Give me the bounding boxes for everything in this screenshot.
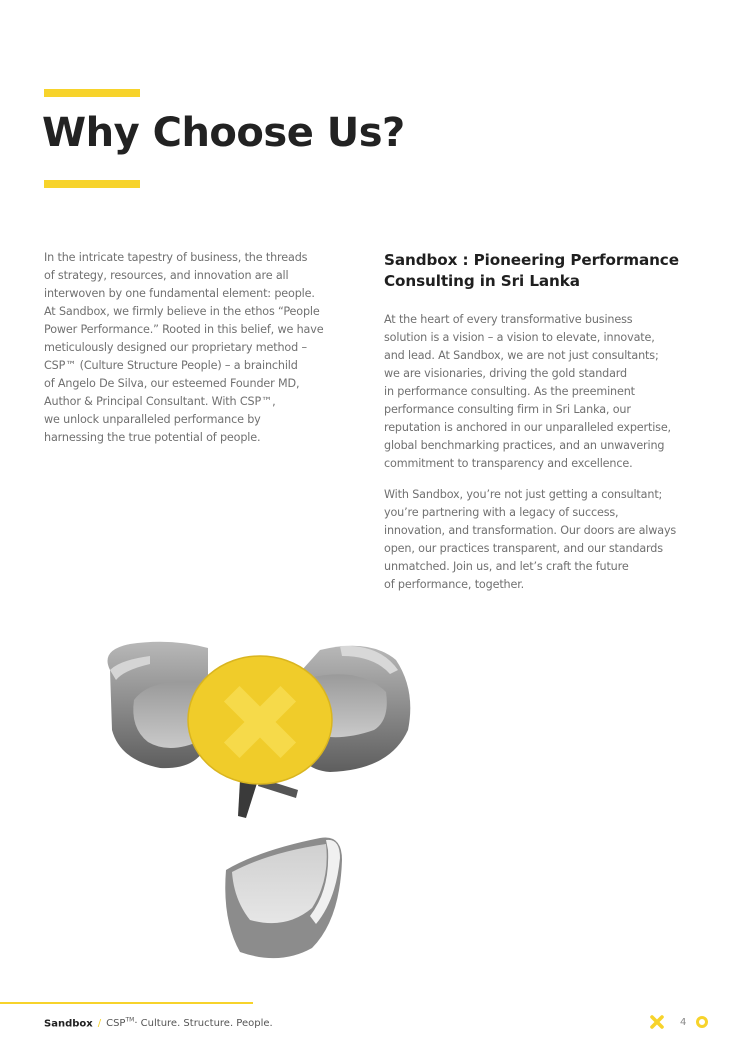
footer-tagline-text xyxy=(106,1018,273,1029)
intro-paragraph: In the intricate tapestry of business, the threads of strategy, resources, and innovation are all interwoven by one fundamental element: people. At Sandbox, we firmly believe in the ethos “People Power Performance.” Rooted in this belief, we have meticulously designed our proprietary method – CSP™ (Culture Structure People) – a brainchild of Angelo De Silva, our esteemed Founder MD, Author & Principal Consultant. With CSP™, we unlock unparalleled performance by harnessing the true potential of people. xyxy=(44,251,324,444)
circle-icon[interactable] xyxy=(696,1016,708,1028)
footer-tagline xyxy=(44,1017,273,1029)
footer-tm: TM xyxy=(125,1017,135,1024)
page-number: 4 xyxy=(680,1016,687,1028)
x-icon[interactable] xyxy=(650,1015,664,1029)
front-chair xyxy=(225,837,342,958)
section-heading: Sandbox : Pioneering Performance Consulting in Sri Lanka xyxy=(384,251,679,290)
chairs-and-table-illustration xyxy=(90,630,430,970)
title-accent-bar-top xyxy=(44,89,140,97)
section-paragraph-2: With Sandbox, you’re not just getting a consultant; you’re partnering with a legacy of success, innovation, and transformation. Our doors are always open, our practices transparent, and our standards unmatched. Join us, and let’s craft the future of performance, together. xyxy=(384,488,677,591)
chairs-and-table-icon xyxy=(90,630,430,970)
footer-csp: CSP xyxy=(106,1018,126,1030)
footer-separator: / xyxy=(97,1018,102,1030)
footer-tagline-words: · Culture. Structure. People. xyxy=(134,1018,273,1030)
footer-brand: Sandbox xyxy=(44,1018,93,1030)
title-accent-bar-bottom xyxy=(44,180,140,188)
page-title: Why Choose Us? xyxy=(42,110,405,156)
footer-accent-line xyxy=(0,1002,253,1004)
page-navigation xyxy=(650,1014,708,1030)
section-paragraph-1: At the heart of every transformative business solution is a vision – a vision to elevate, innovate, and lead. At Sandbox, we are not just consultants; we are visionaries, driving the gold standard in performance consulting. As the preeminent performance consulting firm in Sri Lanka, our reputation is anchored in our unparalleled expertise, global benchmarking practices, and an unwavering commitment to transparency and excellence. xyxy=(384,313,671,470)
